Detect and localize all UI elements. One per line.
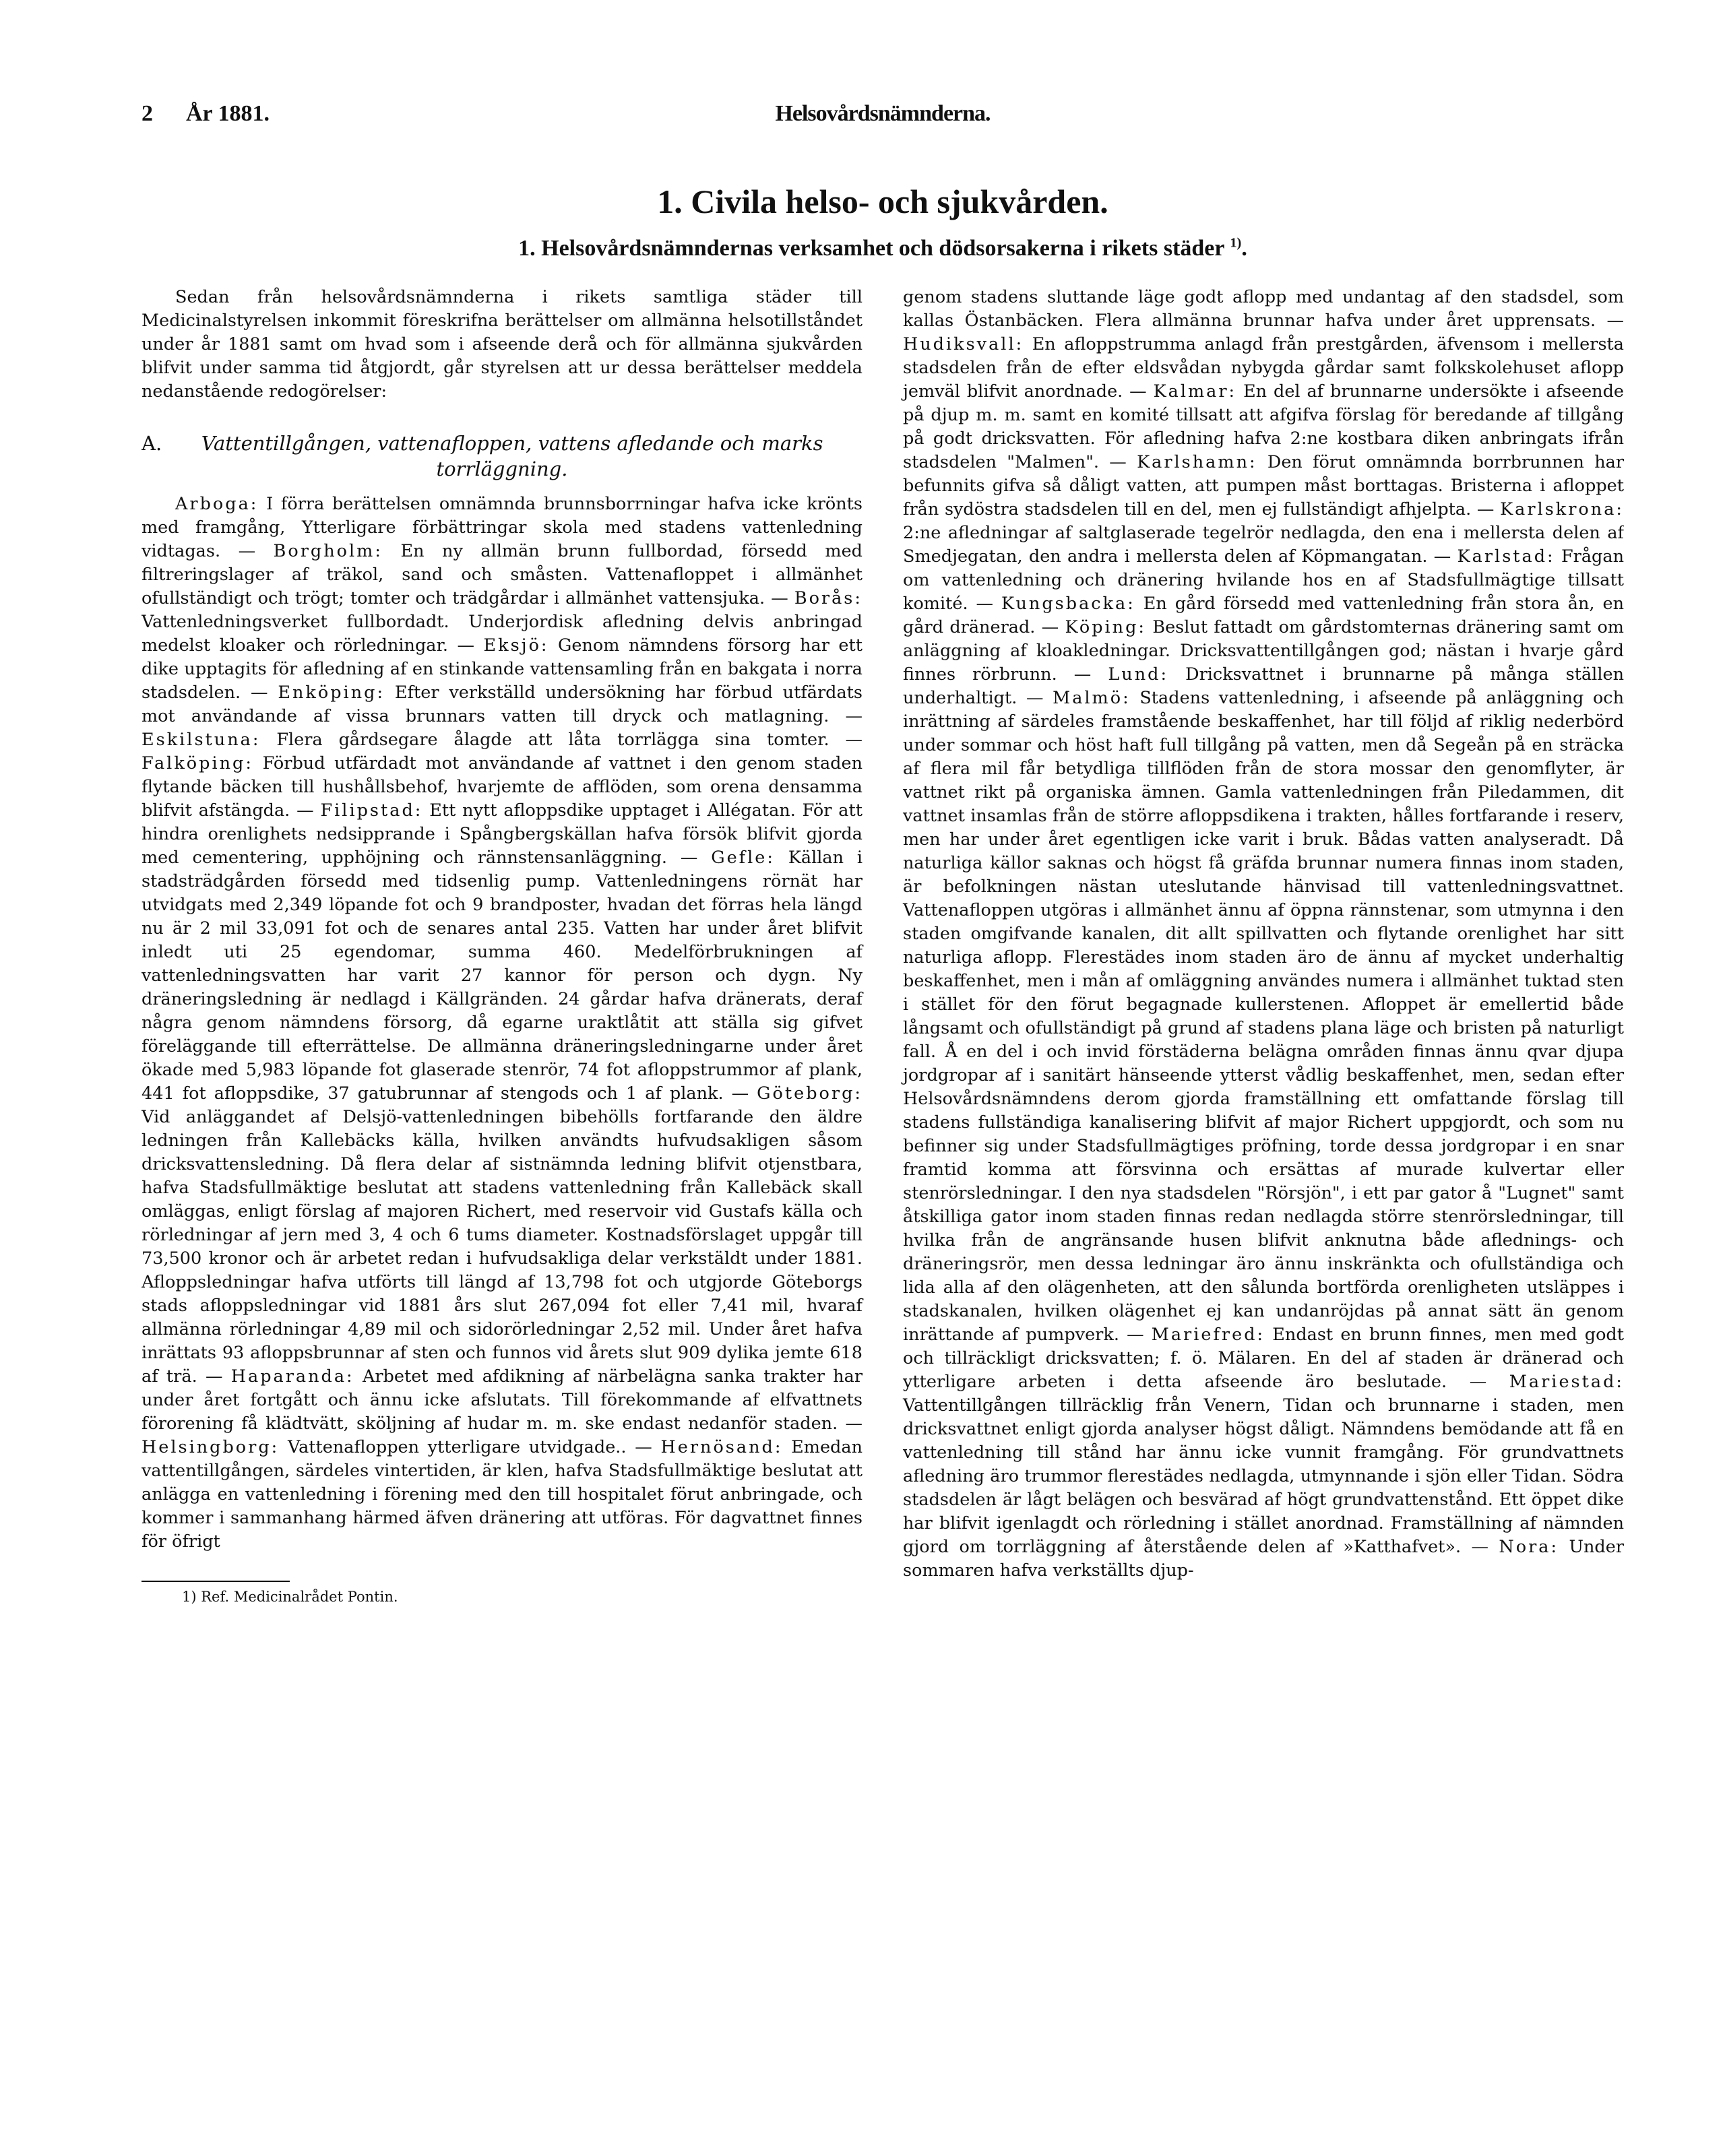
right-lead-text: genom stadens sluttande läge godt aflopp med undantag af den stadsdel, som kallas Östanbäcken. Flera allmänna brunnar hafva under året upprensats. — <box>903 287 1624 331</box>
place-entry-text: Efter verkställd undersökning har förbud utfärdats mot användande af vissa brunnars vatten till dryck och matlagning. — <box>142 683 863 726</box>
place-entry-text: Förbud utfärdadt mot användande af vattnet i den genom staden flytande bäcken till hushållsbehof, hvarjemte de afflöden, som orena densamma blifvit afstängda. — <box>142 753 862 821</box>
place-entry-text: Källan i stadsträdgården försedd med tidsenlig pump. Vattenledningens rörnät har utvidgats med 2,349 löpande fot och 9 brandposter, hvadan det förras hela längd nu är 2 mil 33,091 fot och de senares antal 235. Vatten har under året blifvit inledt uti 25 egendomar, summa 460. Medelförbrukningen af vattenledningsvatten har varit 27 kannor för person och dygn. Ny dräneringsledning är nedlagd i Källgränden. 24 gårdar hafva dränerats, deraf några genom nämndens försorg, då egarne uraktlåtit att ställa sig gifvet föreläggande till efterrättelse. De allmänna dräneringsledningarne under året ökade med 5,983 löpande fot glaserade stenrör, 74 fot afloppstrummor af plank, 441 fot afloppsdike, 37 gatubrunnar af stengods och 1 af plank. — <box>142 848 863 1104</box>
place-entry-text: Ett nytt afloppsdike upptaget i Allégatan. För att hindra orenlighets nedsipprande i Spångbergskällan hafva försök blifvit gjorda med cementering, upphöjning och rännstensanläggning. — <box>142 800 863 868</box>
place-name: Malmö: <box>1053 688 1131 708</box>
page-number: 2 <box>142 101 153 126</box>
place-entry-text: En gård försedd med vattenledning från stora ån, en gård dränerad. — <box>903 594 1624 637</box>
place-name: Arboga: <box>175 494 259 514</box>
place-name: Borås: <box>794 588 862 608</box>
place-entry-text: Beslut fattadt om gårdstomternas dränering samt om anläggning af kloakledningar. Dricksvattentillgången god; nästan i hvarje gård finnes rörbrunn. — <box>903 617 1624 685</box>
place-entry-text: Den förut omnämnda borrbrunnen har befunnits gifva så dåligt vatten, att pumpen måst borttagas. Bristerna i afloppet från sydöstra stadsdelen till en del, men ej fullständigt afhjelpta. — <box>903 452 1624 519</box>
place-name: Karlshamn: <box>1137 452 1257 472</box>
section-heading <box>142 431 862 482</box>
right-column <box>903 286 1624 1606</box>
document-page <box>142 101 1624 2109</box>
place-name: Karlskrona: <box>1500 499 1624 519</box>
place-entry-text: Under sommaren hafva verkställts djup- <box>903 1537 1624 1581</box>
place-entry-text: Endast en brunn finnes, men med godt och tillräckligt dricksvatten; f. ö. Mälaren. En del af staden är dränerad och ytterligare arbeten i detta afseende äro beslutade. — <box>903 1325 1624 1392</box>
place-entry-text: Arbetet med afdikning af närbelägna sanka trakter har under året fortgått och ännu icke afslutats. Till förekommande af elfvattnets förorening få klädtvätt, sköljning af hudar m. m. ske endast nedanför staden. — <box>142 1366 863 1434</box>
place-name: Haparanda: <box>230 1366 354 1387</box>
place-name: Filipstad: <box>320 800 423 821</box>
place-entry-text: 2:ne afledningar af saltglaserade tegelrör nedlagda, den ena i mellersta delen af Smedjegatan, den andra i mellersta delen af Köpmangatan. — <box>903 523 1624 567</box>
text-columns <box>142 286 1624 1606</box>
place-entry-text: Emedan vattentillgången, särdeles vintertiden, är klen, hafva Stadsfullmäktige beslutat att anlägga en vattenledning i förening med den till hospitalet förut anbringade, och kommer i sammanhang härmed äfven dränering att utföras. För dagvattnet finnes för öfrigt <box>142 1437 863 1552</box>
place-entry-text: Vid anläggandet af Delsjö-vattenledningen bibehölls fortfarande den äldre ledningen från Kallebäcks källa, hvilken användts hufvudsakligen såsom dricksvattensledning. Då flera delar af sistnämnda ledning blifvit otjenstbara, hafva Stadsfullmäktige beslutat att stadens vattenledning från Kallebäck skall omläggas, enligt förslag af majoren Richert, med reservoir vid Gustafs källa och rörledningar af jern med 3, 4 och 6 tums diameter. Kostnadsförslaget uppgår till 73,500 kronor och är arbetet redan i hufvudsakliga delar verkstäldt under 1881. Afloppsledningar hafva utförts till längd af 13,798 fot och utgjorde Göteborgs stads afloppsledningar vid 1881 års slut 267,094 fot eller 7,41 mil, hvaraf allmänna rörledningar 4,89 mil och sidorörledningar 2,52 mil. Under året hafva inrättats 93 afloppsbrunnar af sten och funnos vid årets slut 909 dylika jemte 618 af trä. — <box>142 1107 862 1387</box>
place-name: Mariestad: <box>1509 1372 1624 1392</box>
place-name: Helsingborg: <box>142 1437 280 1457</box>
place-entry-text: En del af brunnarne undersökte i afseende på djup m. m. samt en komité tillsatt att afgifva förslag för beredande af tillgång på godt dricksvatten. För afledning hafva 2:ne kostbara diken anbringats ifrån stadsdelen "Malmen". — <box>903 381 1624 472</box>
place-name: Eskilstuna: <box>142 730 261 750</box>
header-year: År 1881. <box>186 101 270 126</box>
place-name: Göteborg: <box>757 1083 862 1104</box>
place-entry-text: Dricksvattnet i brunnarne på många ställen underhaltigt. — <box>903 664 1624 708</box>
place-name: Lund: <box>1108 664 1169 685</box>
place-entry-text: Vattenafloppen ytterligare utvidgade.. — <box>288 1437 652 1457</box>
place-entry-text: Frågan om vattenledning och dränering hvilande hos en af Stadsfullmägtige tillsatt komité. — <box>903 546 1624 614</box>
running-title: Helsovårdsnämnderna. <box>775 101 991 126</box>
place-name: Köping: <box>1065 617 1147 637</box>
footnote-rule <box>142 1581 290 1582</box>
place-name: Nora: <box>1499 1537 1559 1557</box>
place-name: Karlstad: <box>1457 546 1555 567</box>
section-heading-text: Vattentillgången, vattenafloppen, vattens afledande och marks torrläggning. <box>201 432 823 480</box>
place-entry-text: En ny allmän brunn fullbordad, försedd med filtreringslager af träkol, sand och småsten. Vattenafloppet i allmänhet ofullständigt och trögt; tomter och trädgårdar i allmänhet vattensjuka. — <box>142 541 862 608</box>
place-name: Mariefred: <box>1151 1325 1265 1345</box>
left-column <box>142 286 862 1606</box>
place-name: Falköping: <box>142 753 253 773</box>
subtitle-footnote-mark: 1) <box>1230 235 1242 251</box>
place-name: Kungsbacka: <box>1001 594 1135 614</box>
right-body-paragraph <box>903 286 1624 1583</box>
place-name: Eksjö: <box>483 635 549 656</box>
place-name: Borgholm: <box>273 541 383 561</box>
place-name: Gefle: <box>711 848 775 868</box>
section-letter: A. <box>142 432 162 455</box>
place-name: Enköping: <box>278 683 385 703</box>
place-name: Kalmar: <box>1153 381 1237 402</box>
chapter-title: 1. Civila helso- och sjukvården. <box>657 183 1108 220</box>
place-entry-text: En afloppstrumma anlagd från prestgården, äfvensom i mellersta stadsdelen från de efter eldsvådan nybygda gårdar samt folkskolehuset aflopp jemväl blifvit anordnade. — <box>903 334 1624 402</box>
place-name: Hernösand: <box>660 1437 783 1457</box>
place-entry-text: Vattenledningsverket fullbordadt. Underjordisk afledning delvis anbringad medelst kloaker och rörledningar. — <box>142 612 862 656</box>
place-entry-text: Vattentillgången tillräcklig från Venern, Tidan och brunnarne i staden, men dricksvattnet enligt gjorda analyser högst dåligt. Nämndens bemödande att få en vattenledning till stånd har ännu icke vunnit framgång. För grundvattnets afledning äro trummor flerestädes nedlagda, utmynnande i sjön eller Tidan. Södra stadsdelen är lågt belägen och besvärad af högt grundvattenstånd. Ett öppet dike har blifvit igenlagdt och rörledning i stället anordnad. Framställning af nämnden gjord om torrläggning af återstående delen af »Katthafvet». — <box>903 1395 1624 1557</box>
place-entry-text: Stadens vattenledning, i afseende på anläggning och inrättning af särdeles framstående beskaffenhet, har till följd af riklig nederbörd under sommar och höst haft full tillgång på vatten, men då Segeån på en sträcka af flera mil får betydliga tillflöden från de stora mossar den genomflyter, är vattnet rikt på organiska ämnen. Gamla vattenledningen från Piledammen, dit vattnet insamlas från de större afloppsdikena i trakten, hålles fortfarande i reserv, men har under året egentligen icke varit i bruk. Bådas vatten analyseradt. Då naturliga källor saknas och högst få gräfda brunnar numera finnas inom staden, är befolkningen nästan uteslutande hänvisad till vattenledningsvattnet. Vattenafloppen utgöras i allmänhet ännu af öppna rännstenar, som utmynna i den staden omgifvande kanalen, dit allt spillvatten och flytande orenlighet har sitt naturliga aflopp. Flerestädes inom staden äro de ännu af mycket underhaltig beskaffenhet, men i mån af omläggning användes numera i allmänhet tuktad sten i stället för den förut begagnade kullerstenen. Afloppet är emellertid både långsamt och ofullständigt på grund af stadens plana läge och bristen på naturligt fall. Å en del i och invid förstäderna belägna områden finnas ännu qvar djupa jordgropar af i sanitärt hänseende ytterst vådlig beskaffenhet, men, sedan efter Helsovårdsnämndens derom gjorda framställning ett omfattande förslag till stadens fullständiga kanalisering blifvit af major Richert uppgjordt, och som nu befinner sig under Stadsfullmägtiges pröfning, torde dessa jordgropar i en snar framtid komma att försvinna och ersättas af murade kulvertar eller stenrörsledningar. I den nya stadsdelen "Rörsjön", i ett par gator å "Lugnet" samt åtskilliga gator inom staden finnas redan nedlagda större stenrörsledningar, till hvilka från de angränsande husen blifvit anknutna både aflednings- och dräneringsrör, men dessa ledningar äro ännu inskränkta och ofullständiga och lida alla af den olägenheten, att den sålunda bortförda orenligheten utsläppes i stadskanalen, hvilken olägenhet ej kan undanröjdas på annat sätt än genom inrättande af pumpverk. — <box>903 688 1624 1345</box>
intro-paragraph: Sedan från helsovårdsnämnderna i rikets samtliga städer till Medicinalstyrelsen inkommit föreskrifna berättelser om allmänna helsotillståndet under år 1881 samt om hvad som i afseende derå och för allmänna sjukvården blifvit under samma tid åtgjordt, går styrelsen att ur dessa berättelser meddela nedanstående redogörelser: <box>142 287 862 402</box>
place-entry-text: Flera gårdsegare ålagde att låta torrlägga sina tomter. — <box>276 730 862 750</box>
section-subtitle: 1. Helsovårdsnämndernas verksamhet och dödsorsakerna i rikets städer $^{1)}$. <box>518 235 1247 261</box>
place-entry-text: Genom nämndens försorg har ett dike upptagits för afledning af en stinkande vattensamling från en bakgata i norra stadsdelen. — <box>142 635 862 703</box>
running-head <box>142 101 1624 141</box>
footnote: 1) Ref. Medicinalrådet Pontin. <box>182 1589 398 1605</box>
left-body-paragraph <box>142 493 862 1554</box>
subtitle-text: 1. Helsovårdsnämndernas verksamhet och dödsorsakerna i rikets städer <box>518 236 1224 261</box>
place-entry-text: I förra berättelsen omnämnda brunnsborrningar hafva icke krönts med framgång, Ytterligare förbättringar skola med stadens vattenledning vidtagas. — <box>142 494 863 561</box>
place-name: Hudiksvall: <box>903 334 1024 354</box>
